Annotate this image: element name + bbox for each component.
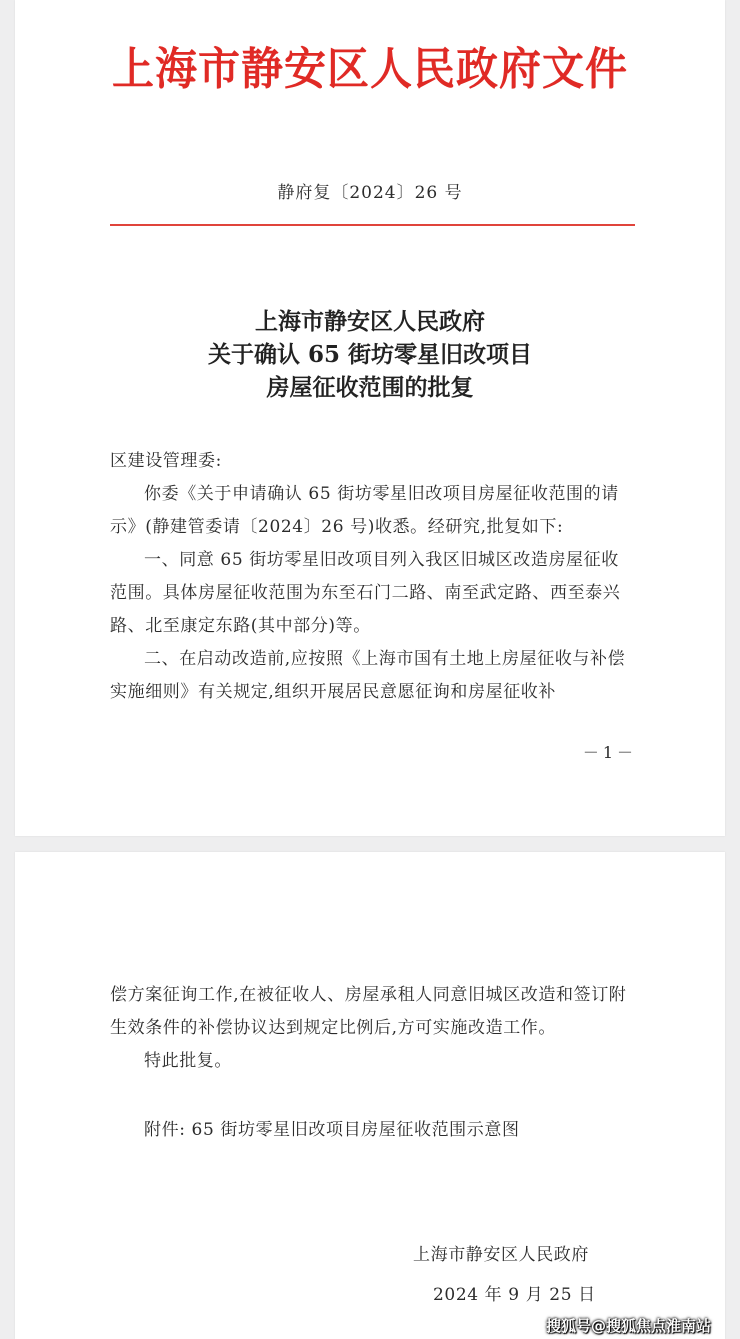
closing-text: 特此批复。 [144,1051,232,1071]
signer: 上海市静安区人民政府 [413,1245,589,1265]
watermark-text: 搜狐号@搜狐焦点淮南站 [545,1317,711,1335]
attachment-line: 附件: 65 街坊零星旧改项目房屋征收范围示意图 [144,1120,520,1140]
document-page-2 [15,852,725,1339]
paragraph-continuation: 偿方案征询工作,在被征收人、房屋承租人同意旧城区改造和签订附生效条件的补偿协议达到规定比例后,方可实施改造工作。 [110,985,627,1038]
title-line-3: 房屋征收范围的批复 [266,374,474,401]
document-title [15,305,725,404]
paragraph-item-2: 二、在启动改造前,应按照《上海市国有土地上房屋征收与补偿实施细则》有关规定,组织开展居民意愿征询和房屋征收补 [110,649,626,702]
body-text [110,478,635,709]
title-line-2: 关于确认 65 街坊零星旧改项目 [207,341,533,368]
document-page-1 [15,0,725,836]
paragraph-item-1: 一、同意 65 街坊零星旧改项目列入我区旧城区改造房屋征收范围。具体房屋征收范围为东至石门二路、南至武定路、西至泰兴路、北至康定东路(其中部分)等。 [110,550,621,636]
body-continuation [110,979,635,1078]
document-header: 上海市静安区人民政府文件 [111,42,628,95]
sign-date: 2024 年 9 月 25 日 [433,1285,596,1305]
title-line-1: 上海市静安区人民政府 [255,308,485,335]
page-number: －1－ [582,743,637,762]
document-number: 静府复〔2024〕26 号 [277,183,463,203]
red-divider [110,224,635,226]
addressee: 区建设管理委: [110,451,222,471]
paragraph-intro: 你委《关于申请确认 65 街坊零星旧改项目房屋征收范围的请示》(静建管委请〔2024〕26 号)收悉。经研究,批复如下: [110,484,619,537]
